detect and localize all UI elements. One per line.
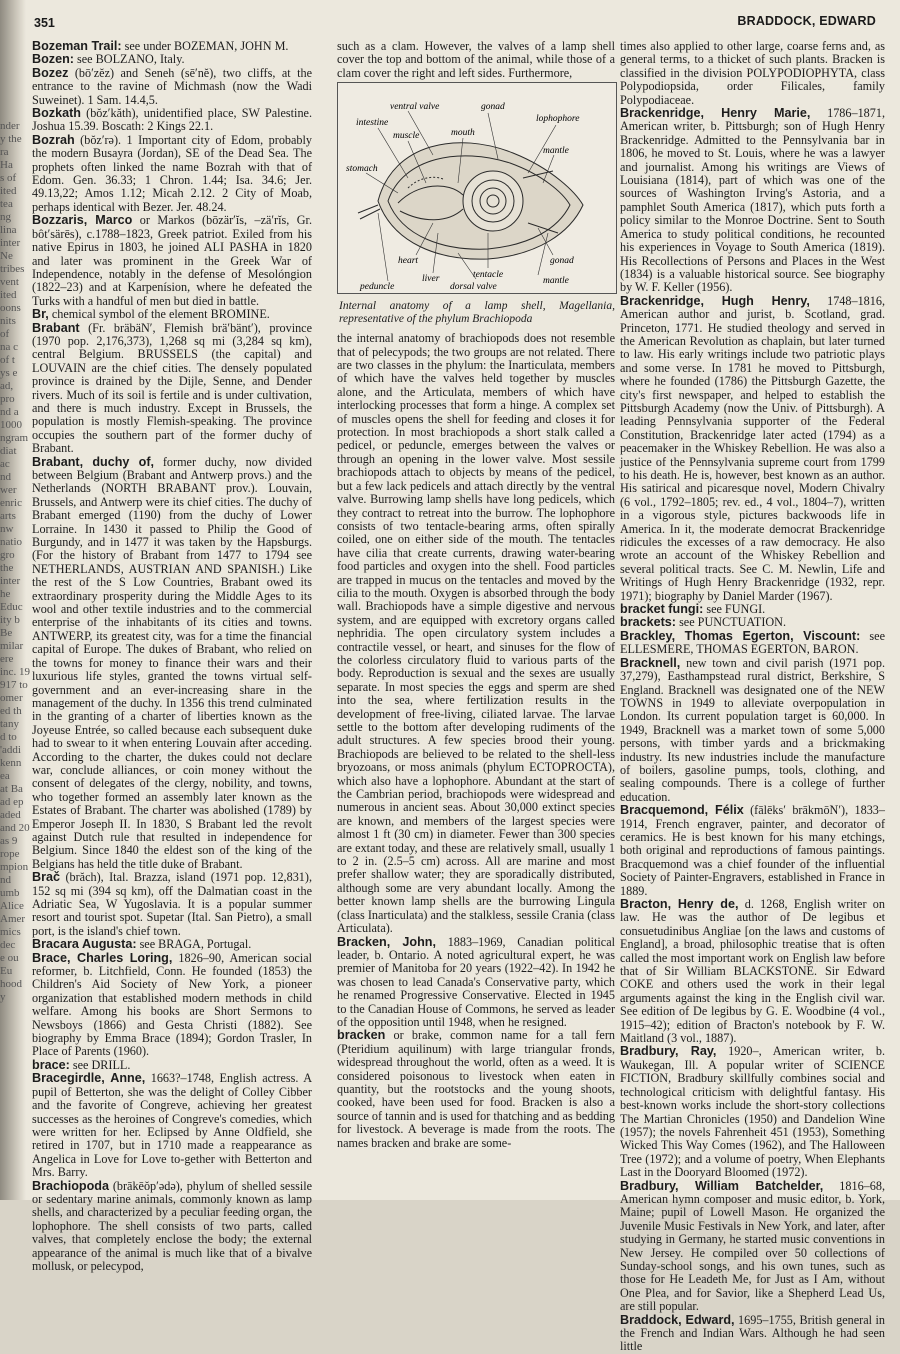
gutter-fragment: ed th (0, 705, 22, 717)
entry-body: 1826–90, American social reformer, b. Litchfield, Conn. He founded (1853) the Children's Aid Society of New York, a pioneer organization that established modern methods in child welfare. Among his books are Short Sermons to Newsboys (1866) and Gesta Christi (1882). See biography by Emma Brace (1894); Gordon Trasler, In Place of Parents (1960). (32, 950, 313, 1059)
entry-body: (fālēks′ brākmōN′), 1833–1914, French engraver, painter, and decorator of ceramics. He is best known for his many etchings, both original and reproductions of famous paintings. Bracquemond was a chief founder of the influential Society of Painter-Engravers, established in France in 1889. (620, 803, 885, 898)
gutter-fragment: dec (0, 939, 16, 951)
dictionary-entry (620, 107, 885, 295)
label-dorsal-valve: dorsal valve (450, 282, 497, 293)
entry-headword: Bracquemond, Félix (620, 803, 744, 818)
entry-body: 1920–, American writer, b. Waukegan, Ill. A popular writer of SCIENCE FICTION, Bradbury skillfully combines social and technological criticism with delightful fantasy. His best-known works include the short-story collections The Martian Chronicles (1950) and Dandelion Wine (1957); the novels Fahrenheit 451 (1953), Something Wicked This Way Comes (1962), and The Halloween Tree (1972); and a volume of poetry, When Elephants Last in the Dooryard Bloomed (1972). (620, 1044, 885, 1180)
gutter-fragment: ited (0, 185, 17, 197)
entry-headword: Brackley, Thomas Egerton, Viscount: (620, 628, 861, 643)
dictionary-entry (32, 134, 312, 214)
dictionary-entry (620, 603, 885, 616)
gutter-fragment: d to (0, 731, 17, 743)
page-number: 351 (34, 16, 55, 30)
gutter-fragment: omer (0, 692, 23, 704)
entry-body: see DRILL. (69, 1057, 131, 1072)
entry-headword: Braddock, Edward, (620, 1312, 735, 1327)
gutter-fragment: s of (0, 172, 17, 184)
gutter-fragment: ited (0, 289, 17, 301)
label-stomach: stomach (346, 164, 378, 175)
entry-headword: Bozrah (32, 132, 75, 147)
dictionary-entry (620, 898, 885, 1045)
gutter-fragment: ity b (0, 614, 20, 626)
entry-body: chemical symbol of the element BROMINE. (48, 307, 270, 322)
gutter-fragment: of (0, 328, 10, 340)
entry-body: 1786–1871, American writer, b. Pittsburgh; son of Hugh Henry Brackenridge. Admitted to the Pennsylvania bar in 1806, he moved to St. Louis, where he was a lawyer and journalist. Among his writings are Views of Louisiana (1814), part of which was one of the sources of Washington Irving's Astoria, and a pamphlet South America (1817), which puts forth a policy similar to the Monroe Doctrine. Sent to South America to study political conditions, he recounted his experiences in Voyage to South America (1819). His Recollections of Persons and Places in the West (1834) is a valuable historical source. See biography by W. F. Keller (1956). (620, 106, 885, 295)
gutter-fragment: he (0, 588, 11, 600)
dictionary-entry (32, 53, 312, 66)
entry-body: d. 1268, English writer on law. He was the author of De legibus et consuetudinibus Angliae [on the laws and customs of England], a broad, philosophic treatise that is often called the most important work on English law before that of Sir William BLACKSTONE. Sir Edward COKE and others used the work in their legal arguments against the king in the English civil war. See edition of De legibus by G. E. Woodbine (4 vol., 1915–42); edition of Bracton's notebook by F. W. Maitland (3 vol., 1887). (620, 897, 885, 1046)
dictionary-entry (32, 322, 312, 456)
label-gonad-bottom: gonad (550, 256, 574, 267)
gutter-fragment: nd a (0, 406, 19, 418)
gutter-fragment: 917 to (0, 679, 28, 691)
gutter-fragment: 1000 (0, 419, 22, 431)
gutter-fragment: tribes (0, 263, 25, 275)
gutter-fragment: Be (0, 627, 13, 639)
gutter-fragment: natio (0, 536, 22, 548)
gutter-fragment: at Ba (0, 783, 23, 795)
continued-text: times also applied to other large, coarse ferns and, as general terms, to a thicket of such plants. Bracken is classified in the division POLYPODIOPHYTA, class Polypodiopsida, order Filicales, family Polypodiaceae. (620, 39, 885, 107)
gutter-fragment: lina (0, 224, 17, 236)
entry-headword: Brabant, duchy of, (32, 454, 155, 469)
entry-body: former duchy, now divided between Belgium (Brabant and Antwerp provs.) and the Netherlands (NORTH BRABANT prov.). Louvain, Brussels, and Antwerp were its chief cities. The duchy of Brabant emerged (1190) from the duchy of Lower Lorraine. In 1430 it passed to Philip the Good of Burgundy, and in 1477 it was taken by the Hapsburgs. (For the history of Brabant from 1477 to 1794 see NETHERLANDS, AUSTRIAN AND SPANISH.) Like the rest of the S Low Countries, Brabant owed its extraordinary prosperity during the Middle Ages to its wool and other textile industries and to the commercial enterprise of the inhabitants of its cities and towns. ANTWERP, its greatest city, was for a time the financial capital of Europe. The dukes of Brabant, who relied on the towns for money to finance their wars and their luxurious life styles, granted the towns virtual self-government and an ever-increasing share in the management of the duchy. In 1356 this trend culminated in the granting of a charter of liberties known as the Joyeuse Entrée, so called because each subsequent duke had to swear to it when entering Louvain after acceding. According to the charter, the dukes could not declare war, conclude alliances, or coin money without the consent of delegates of the clergy, nobility, and towns, who together formed an assembly later known as the Estates of Brabant. The charter was abolished (1789) by Emperor Joseph II. In 1830, S Brabant led the revolt against Dutch rule that resulted in independence for Belgium. Since 1840 the eldest son of the king of the Belgians has held the title duke of Brabant. (32, 454, 312, 871)
gutter-fragment: mpion (0, 861, 29, 873)
entry-headword: bracken (337, 1028, 386, 1043)
entry-body: (bŏz′kăth), unidentified place, SW Palestine. Joshua 15.39. Boscath: 2 Kings 22.1. (32, 106, 312, 134)
gutter-fragment: nd (0, 471, 11, 483)
entry-body: new town and civil parish (1971 pop. 37,279), Easthampstead rural district, Berkshire, S England. Bracknell was designated one of the NEW TOWNS in 1949 to alleviate overpopulation in London. Its current population target is 60,000. In 1949, Bracknell was a market town of some 5,000 persons, with timber yards and a brickmaking industry. Its new industries include the manufacture of boilers, gasoline pumps, tools, clothing, and sealing compounds. There is a college of further education. (620, 655, 885, 804)
entry-headword: Bozez (32, 65, 69, 80)
gutter-fragment: nd (0, 874, 11, 886)
gutter-fragment: Educ (0, 601, 23, 613)
label-ventral-valve: ventral valve (390, 102, 440, 113)
gutter-fragment: ad ep (0, 796, 24, 808)
gutter-fragment: 'addi (0, 744, 21, 756)
entry-body: or brake, common name for a tall fern (Pteridium aquilinum) with large triangular fronds, widespread throughout the world, often as a weed. It is considered poisonous to livestock when eaten in quantity, but the rootstocks and the young shoots, cooked, have been used for food. Bracken is also a source of tannin and is used for thatching and as bedding for livestock. A beverage is made from the roots. The names bracken and brake are some- (337, 1028, 615, 1150)
gutter-fragment: tea (0, 198, 13, 210)
gutter-fragment: as 9 (0, 835, 18, 847)
gutter-fragment: hood (0, 978, 22, 990)
label-mouth: mouth (451, 128, 475, 139)
dictionary-entry (337, 1029, 615, 1150)
label-muscle: muscle (393, 131, 420, 142)
dictionary-entry (32, 67, 312, 107)
gutter-fragment: mics (0, 926, 21, 938)
entry-headword: Brackenridge, Henry Marie, (620, 106, 811, 121)
gutter-fragment: inc. 19 (0, 666, 30, 678)
entry-body: (bō′zĕz) and Seneh (sē′nĕ), two cliffs, at the entrance to the ravine of Michmash (now the Wadi Suweinet). 1 Sam. 14.4,5. (32, 65, 312, 107)
entry-headword: Bradbury, William Batchelder, (620, 1178, 824, 1193)
gutter-fragment: pro (0, 393, 15, 405)
entry-body: (brăch), Ital. Brazza, island (1971 pop. 12,831), 152 sq mi (394 sq km), off the Dalmatian coast in the Adriatic Sea, W Yugoslavia. It is a popular summer resort and tourist spot. Supetar (Ital. San Pietro), a small port, is the island's chief town. (32, 870, 312, 938)
entry-headword: Bozeman Trail: (32, 39, 122, 53)
gutter-fragment: nder (0, 120, 20, 132)
entry-body: (brākēŏp′ədə), phylum of shelled sessile or sedentary marine animals, commonly known as lamp shells, and characterized by a peculiar feeding organ, the lophophore. The shell consists of two parts, called valves, that completely enclose the body; the external appearance of the animal is much like that of a bivalve mollusk, or pelecypod, (32, 1178, 312, 1273)
gutter-fragment: ys e (0, 367, 18, 379)
dictionary-entry (620, 616, 885, 629)
entry-headword: Brachiopoda (32, 1178, 109, 1193)
gutter-fragment: ng (0, 211, 11, 223)
entry-body: see BRAGA, Portugal. (136, 937, 252, 952)
entry-headword: Bracknell, (620, 655, 681, 670)
gutter-fragment: oons (0, 302, 21, 314)
entry-body: see under BOZEMAN, JOHN M. (121, 39, 289, 53)
figure-caption: Internal anatomy of a lamp shell, Magellania, representative of the phylum Brachiopoda (339, 300, 615, 326)
label-mantle-bottom: mantle (543, 276, 569, 287)
entry-headword: Brackenridge, Hugh Henry, (620, 293, 810, 308)
gutter-fragment: Ne (0, 250, 13, 262)
gutter-fragment: Alice (0, 900, 24, 912)
entry-body: see PUNCTUATION. (676, 615, 787, 630)
gutter-fragment: arts (0, 510, 16, 522)
gutter-fragment: y the (0, 133, 22, 145)
label-gonad-top: gonad (481, 102, 505, 113)
entry-body: 1816–68, American hymn composer and music editor, b. York, Maine; pupil of Lowell Mason. He organized the Juvenile Music Festivals in New York, and later, after studying in Germany, he started music conventions in New Jersey. He compiled over 50 collections of Sunday-school songs, and his own tunes, such as those for He Leadeth Me, for Just as I Am, without One Plea, and for Savior, like a Shepherd Lead Us, are still popular. (620, 1178, 886, 1314)
entry-headword: Bracegirdle, Anne, (32, 1071, 146, 1086)
label-heart: heart (398, 256, 419, 267)
label-intestine: intestine (356, 118, 389, 129)
gutter-fragment: aded (0, 809, 21, 821)
dictionary-entry (620, 1045, 885, 1179)
gutter-fragment: ngram (0, 432, 29, 444)
gutter-fragment: inter (0, 575, 21, 587)
gutter-fragment: Ha (0, 159, 13, 171)
entry-body: (bŏz′rə). 1 Important city of Edom, probably the modern Busayra (Jordan), SE of the Dead Sea. The prophets often linked the name Bozrah with that of Edom. Gen. 36.33; 1 Chron. 1.44; Isa. 34.6; Jer. 49.13,22; Amos 1.12; Micah 2.12. 2 City of Moab, perhaps identical with Bezer. Jer. 48.24. (32, 132, 312, 214)
dictionary-entry (337, 936, 615, 1030)
gutter-fragment: ra (0, 146, 9, 158)
gutter-fragment: ac (0, 458, 10, 470)
gutter-fragment: diat (0, 445, 17, 457)
gutter-fragment: kenn (0, 757, 22, 769)
dictionary-entry (32, 107, 312, 134)
dictionary-entry (620, 630, 885, 657)
page-header (34, 12, 876, 34)
entry-headword: brace: (32, 1057, 70, 1072)
dictionary-entry (32, 308, 312, 321)
gutter-fragment: nw (0, 523, 14, 535)
entry-headword: Bradbury, Ray, (620, 1044, 717, 1059)
entry-headword: Bozkath (32, 106, 81, 121)
entry-headword: Brabant (32, 320, 80, 335)
entry-headword: Bracken, John, (337, 934, 436, 949)
gutter-fragment: inter (0, 237, 21, 249)
gutter-fragment: Eu (0, 965, 13, 977)
entry-headword: Bozzaris, Marco (32, 213, 133, 228)
gutter-fragment: wer (0, 484, 17, 496)
gutter-fragment: rope (0, 848, 20, 860)
entry-body: 1883–1969, Canadian political leader, b. Ontario. A noted agricultural expert, he was premier of Manitoba for 20 years (1922–42). In 1942 he was chosen to lead Canada's Conservative party, which he renamed Progressive Conservative. Elected in 1945 to the Canadian House of Commons, he served as leader of the opposition until 1948, when he resigned. (337, 934, 615, 1029)
gutter-fragment: gro (0, 549, 15, 561)
column-middle (337, 40, 615, 1150)
dictionary-entry (32, 952, 312, 1059)
continued-text: such as a clam. However, the valves of a lamp shell cover the top and bottom of the animal, while those of a clam cover the right and left sides. Furthermore, (337, 39, 615, 80)
gutter-fragment: tany (0, 718, 19, 730)
gutter-fragment: ere (0, 653, 14, 665)
gutter-fragment: nits (0, 315, 16, 327)
dictionary-entry (32, 1059, 312, 1072)
lamp-shell-illustration (338, 83, 616, 293)
dictionary-entry (32, 456, 312, 872)
gutter-fragment: ad, (0, 380, 14, 392)
entry-body: see ELLESMERE, THOMAS EGERTON, BARON. (620, 628, 885, 657)
label-liver: liver (422, 274, 440, 285)
entry-headword: Br, (32, 307, 49, 322)
dictionary-entry (32, 40, 312, 53)
gutter-fragment: the (0, 562, 14, 574)
label-mantle-top: mantle (543, 146, 569, 157)
entry-body: see BOLZANO, Italy. (73, 52, 185, 67)
column-left (32, 40, 312, 1273)
gutter-fragment: ea (0, 770, 10, 782)
gutter-fragment: y (0, 991, 6, 1003)
gutter-fragment: umb (0, 887, 20, 899)
dictionary-entry (620, 804, 885, 898)
gutter-fragment: vent (0, 276, 19, 288)
entry-body: (Fr. bräbäN′, Flemish brä′bänt′), province (1970 pop. 2,176,373), 1,268 sq mi (3,284 sq km), central Belgium. BRUSSELS (the capital) and LOUVAIN are the chief cities. The densely populated province is drained by the Dijle, Senne, and Dender rivers. Much of its soil is fertile and is under cultivation, and there is much industry. Except in Brussels, the population is mostly Flemish-speaking. The province occupies the southern part of the former duchy of Brabant. (32, 320, 312, 456)
gutter-fragment: of t (0, 354, 15, 366)
entry-headword: Bracara Augusta: (32, 937, 137, 952)
entry-headword: brackets: (620, 615, 677, 630)
dictionary-entry (32, 214, 312, 308)
label-lophophore: lophophore (536, 114, 580, 125)
entry-body: see FUNGI. (703, 602, 766, 617)
gutter-fragment: Amer (0, 913, 26, 925)
brachiopoda-continued-text: the internal anatomy of brachiopods does not resemble that of pelecypods; the two groups are not related. There are two classes in the phylum: the Inarticulata, members of which have the valves held together by muscles alone, and the Articulata, members of which have interlocking processes that form a hinge. A complex set of muscles opens the shell for feeding and closes it for protection. In most brachiopods a short stalk called a pedicel, or peduncle, emerges between the valves or through an opening in the lower valve. Most sessile brachiopods attach to objects by means of the pedicel, but a few lack pedicels and attach directly by the ventral valve. Burrowing lamp shells have long pedicels, which they contract to retreat into the burrow. The lophophore consists of two tentacle-bearing arms, often spirally coiled, one on either side of the mouth. The tentacles have cilia that create currents, drawing water-bearing food particles and oxygen into the shell. Food particles are trapped in mucus on the tentacles and moved by the cilia to the mouth. Oxygen is absorbed through the body wall. Brachiopods have a simple digestive and nervous system, and are equipped with excretory organs called nephridia. The open circulatory system includes a contractile vessel, or heart, and sinuses for the flow of the colorless circulatory fluid to various parts of the body. Reproduction is sexual and the sexes are usually separate. In most species the eggs and sperm are shed into the sea, where fertilization results in the development of free-living, ciliated larvae. The larvae settle to the bottom after developing rudiments of the adult structures. A few species brood their young. Brachiopods are believed to be related to the shell-less bryozoans, or moss animals (phylum ECTOPROCTA), which also have a lophophore. Abundant at the start of the Cambrian period, brachiopods were widespread and numerous in ancient seas. About 30,000 extinct species are known, and members of the largest species were almost 1 ft (30 cm) in diameter. Fewer than 300 species are extant today, and these are relatively small, usually 1 to 2 in. (2.5–5 cm) across. All are marine and most prefer shallow water; they are sporadically distributed, although some are very abundant locally. Among the better known lamp shells are the burrowing Lingula (class Inarticulata) and the stalkless, sessile Crania (class Articulata). (337, 331, 615, 936)
dictionary-entry (32, 1072, 312, 1179)
column-right (620, 40, 885, 1354)
entry-body: 1663?–1748, English actress. A pupil of Betterton, she was the delight of Colley Cibber and the favorite of Congreve, achieving her greatest successes as the heroines of Congreve's comedies, which were written for her. Eclipsed by Anne Oldfield, she retired in 1707, but in 1710 made a reappearance as Angelica in Love for Love to-gether with Betterton and Mrs. Barry. (32, 1071, 313, 1180)
entry-headword: Bozen: (32, 52, 74, 67)
dictionary-entry (620, 295, 885, 603)
entry-body: 1748–1816, American author and jurist, b. Scotland, grad. Princeton, 1771. He studied theology and served in the American Revolution as chaplain, but later turned to law. His early writings include two patriotic plays and some verse. In 1781 he moved to Pittsburgh, where he founded (1786) the Pittsburgh Gazette, the city's first newspaper, and helped to establish the Pittsburgh Academy (now the Univ. of Pittsburgh). A leading Pennsylvania supporter of the Federal Constitution, Brackenridge later acted (1794) as a peacemaker in the Whiskey Rebellion. He was also a justice of the Pennsylvania supreme court from 1799 to his death. He is, however, best known as an author. His satirical and picaresque novel, Modern Chivalry (6 vol., 1792–1805; rev. ed., 4 vol., 1804–7), written in a vigorous style, pictures backwoods life in America. In it, the moderate democrat Brackenridge ridicules the excesses of a raw democracy. He also wrote an account of the Whiskey Rebellion and several political tracts. See C. M. Newlin, Life and Writings of Hugh Henry Brackenridge (1932, repr. 1971); biography by Daniel Marder (1967). (620, 293, 885, 603)
dictionary-entry (620, 1314, 885, 1354)
gutter-fragment: na c (0, 341, 19, 353)
gutter-fragment: and 20 (0, 822, 30, 834)
gutter-fragment: e ou (0, 952, 19, 964)
dictionary-entry (620, 657, 885, 804)
dictionary-entry (32, 871, 312, 938)
label-tentacle: tentacle (473, 270, 504, 281)
facing-page-gutter-text (0, 120, 30, 1120)
dictionary-entry (32, 938, 312, 951)
entry-body: 1695–1755, British general in the French and Indian Wars. Although he had seen little (620, 1312, 885, 1354)
entry-headword: Brace, Charles Loring, (32, 950, 173, 965)
entry-headword: bracket fungi: (620, 602, 704, 617)
entry-body: or Markos (bōzär′ĭs, –zä′rĭs, Gr. bôt′särēs), c.1788–1823, Greek patriot. Exiled from his native Epirus in 1803, he joined ALI PASHA in 1820 and later was prominent in the Greek War of Independence, notably in the defense of Mesolóngion (1822–23) and at Karpenísion, where he defeated the Turks with a handful of men but died in battle. (32, 213, 312, 308)
label-peduncle: peduncle (360, 282, 395, 293)
entry-headword: Brač (32, 870, 61, 885)
dictionary-entry (32, 1180, 312, 1274)
entry-headword: Bracton, Henry de, (620, 897, 739, 911)
brachiopod-anatomy-figure (337, 82, 617, 294)
gutter-fragment: enric (0, 497, 22, 509)
running-head: BRADDOCK, EDWARD (737, 14, 876, 28)
gutter-fragment: milar (0, 640, 24, 652)
